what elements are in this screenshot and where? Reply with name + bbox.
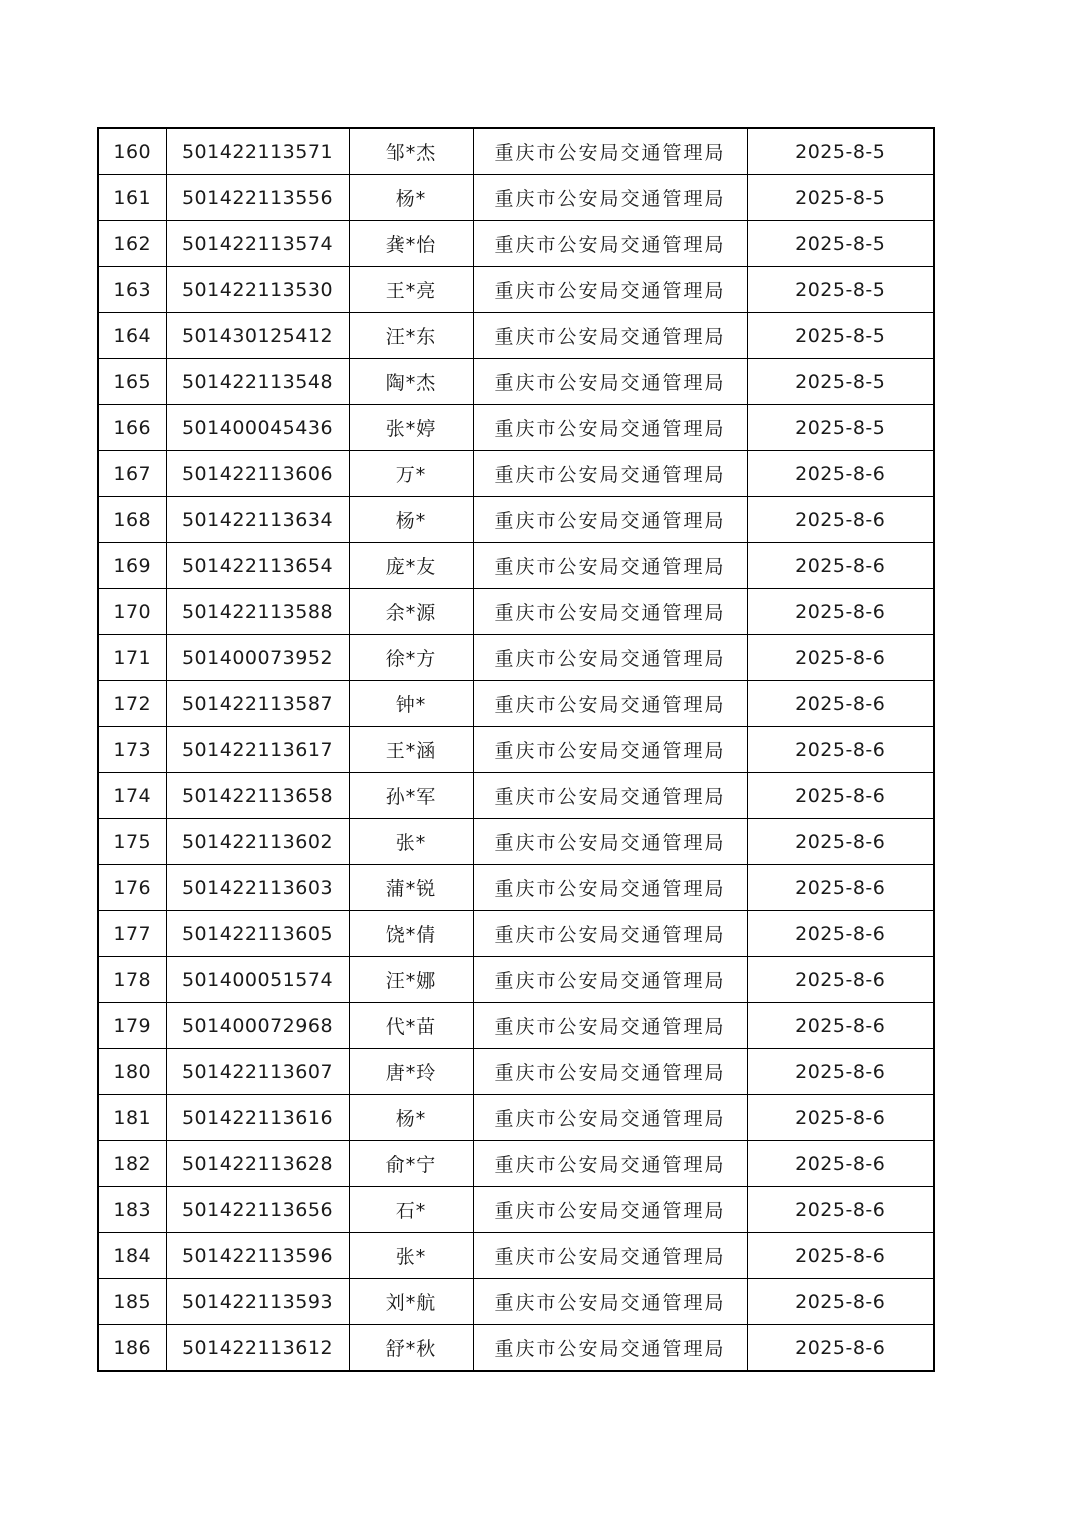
- id-number-cell: 501400072968: [166, 1003, 349, 1049]
- date-cell: 2025-8-6: [747, 1187, 934, 1233]
- agency-cell: 重庆市公安局交通管理局: [473, 313, 747, 359]
- id-number-cell: 501422113656: [166, 1187, 349, 1233]
- table-row: [98, 359, 934, 405]
- date-cell: 2025-8-5: [747, 221, 934, 267]
- id-number-cell: 501422113603: [166, 865, 349, 911]
- agency-cell: 重庆市公安局交通管理局: [473, 819, 747, 865]
- date-cell: 2025-8-6: [747, 865, 934, 911]
- agency-cell: 重庆市公安局交通管理局: [473, 221, 747, 267]
- agency-cell: 重庆市公安局交通管理局: [473, 543, 747, 589]
- agency-cell: 重庆市公安局交通管理局: [473, 1003, 747, 1049]
- table-row: [98, 1325, 934, 1372]
- id-number-cell: 501422113530: [166, 267, 349, 313]
- name-cell: 张*婷: [349, 405, 473, 451]
- id-number-cell: 501422113587: [166, 681, 349, 727]
- id-number-cell: 501422113628: [166, 1141, 349, 1187]
- agency-cell: 重庆市公安局交通管理局: [473, 635, 747, 681]
- row-index-cell: 165: [98, 359, 166, 405]
- name-cell: 唐*玲: [349, 1049, 473, 1095]
- name-cell: 饶*倩: [349, 911, 473, 957]
- table-row: [98, 773, 934, 819]
- date-cell: 2025-8-6: [747, 1325, 934, 1372]
- id-number-cell: 501422113556: [166, 175, 349, 221]
- row-index-cell: 179: [98, 1003, 166, 1049]
- agency-cell: 重庆市公安局交通管理局: [473, 727, 747, 773]
- name-cell: 孙*军: [349, 773, 473, 819]
- name-cell: 汪*娜: [349, 957, 473, 1003]
- date-cell: 2025-8-5: [747, 313, 934, 359]
- table-row: [98, 681, 934, 727]
- date-cell: 2025-8-6: [747, 543, 934, 589]
- row-index-cell: 168: [98, 497, 166, 543]
- table-row: [98, 175, 934, 221]
- agency-cell: 重庆市公安局交通管理局: [473, 451, 747, 497]
- table-row: [98, 405, 934, 451]
- records-table: [97, 127, 935, 1372]
- id-number-cell: 501430125412: [166, 313, 349, 359]
- date-cell: 2025-8-6: [747, 1279, 934, 1325]
- agency-cell: 重庆市公安局交通管理局: [473, 359, 747, 405]
- date-cell: 2025-8-5: [747, 359, 934, 405]
- table-row: [98, 1141, 934, 1187]
- agency-cell: 重庆市公安局交通管理局: [473, 589, 747, 635]
- name-cell: 蒲*锐: [349, 865, 473, 911]
- agency-cell: 重庆市公安局交通管理局: [473, 128, 747, 175]
- row-index-cell: 182: [98, 1141, 166, 1187]
- table-row: [98, 1095, 934, 1141]
- date-cell: 2025-8-6: [747, 1233, 934, 1279]
- name-cell: 舒*秋: [349, 1325, 473, 1372]
- row-index-cell: 184: [98, 1233, 166, 1279]
- table-row: [98, 313, 934, 359]
- row-index-cell: 183: [98, 1187, 166, 1233]
- row-index-cell: 171: [98, 635, 166, 681]
- row-index-cell: 180: [98, 1049, 166, 1095]
- agency-cell: 重庆市公安局交通管理局: [473, 1095, 747, 1141]
- table-row: [98, 819, 934, 865]
- table-row: [98, 727, 934, 773]
- date-cell: 2025-8-6: [747, 451, 934, 497]
- id-number-cell: 501422113588: [166, 589, 349, 635]
- agency-cell: 重庆市公安局交通管理局: [473, 267, 747, 313]
- table-row: [98, 1049, 934, 1095]
- id-number-cell: 501422113605: [166, 911, 349, 957]
- row-index-cell: 162: [98, 221, 166, 267]
- date-cell: 2025-8-6: [747, 1095, 934, 1141]
- name-cell: 杨*: [349, 175, 473, 221]
- agency-cell: 重庆市公安局交通管理局: [473, 865, 747, 911]
- name-cell: 张*: [349, 1233, 473, 1279]
- id-number-cell: 501422113658: [166, 773, 349, 819]
- agency-cell: 重庆市公安局交通管理局: [473, 405, 747, 451]
- date-cell: 2025-8-6: [747, 681, 934, 727]
- row-index-cell: 178: [98, 957, 166, 1003]
- date-cell: 2025-8-6: [747, 1141, 934, 1187]
- table-row: [98, 543, 934, 589]
- row-index-cell: 177: [98, 911, 166, 957]
- table-row: [98, 221, 934, 267]
- agency-cell: 重庆市公安局交通管理局: [473, 911, 747, 957]
- id-number-cell: 501422113634: [166, 497, 349, 543]
- id-number-cell: 501400045436: [166, 405, 349, 451]
- name-cell: 张*: [349, 819, 473, 865]
- agency-cell: 重庆市公安局交通管理局: [473, 1141, 747, 1187]
- table-row: [98, 957, 934, 1003]
- row-index-cell: 170: [98, 589, 166, 635]
- date-cell: 2025-8-6: [747, 957, 934, 1003]
- table-row: [98, 1233, 934, 1279]
- table-row: [98, 865, 934, 911]
- row-index-cell: 173: [98, 727, 166, 773]
- row-index-cell: 166: [98, 405, 166, 451]
- id-number-cell: 501422113548: [166, 359, 349, 405]
- name-cell: 俞*宁: [349, 1141, 473, 1187]
- date-cell: 2025-8-6: [747, 773, 934, 819]
- row-index-cell: 175: [98, 819, 166, 865]
- id-number-cell: 501400051574: [166, 957, 349, 1003]
- row-index-cell: 164: [98, 313, 166, 359]
- name-cell: 余*源: [349, 589, 473, 635]
- name-cell: 汪*东: [349, 313, 473, 359]
- agency-cell: 重庆市公安局交通管理局: [473, 681, 747, 727]
- id-number-cell: 501422113593: [166, 1279, 349, 1325]
- row-index-cell: 186: [98, 1325, 166, 1372]
- agency-cell: 重庆市公安局交通管理局: [473, 957, 747, 1003]
- row-index-cell: 174: [98, 773, 166, 819]
- agency-cell: 重庆市公安局交通管理局: [473, 497, 747, 543]
- id-number-cell: 501422113654: [166, 543, 349, 589]
- date-cell: 2025-8-6: [747, 1003, 934, 1049]
- id-number-cell: 501422113571: [166, 128, 349, 175]
- date-cell: 2025-8-6: [747, 819, 934, 865]
- name-cell: 钟*: [349, 681, 473, 727]
- row-index-cell: 160: [98, 128, 166, 175]
- agency-cell: 重庆市公安局交通管理局: [473, 1325, 747, 1372]
- table-row: [98, 497, 934, 543]
- id-number-cell: 501422113607: [166, 1049, 349, 1095]
- agency-cell: 重庆市公安局交通管理局: [473, 1279, 747, 1325]
- id-number-cell: 501422113612: [166, 1325, 349, 1372]
- id-number-cell: 501422113617: [166, 727, 349, 773]
- agency-cell: 重庆市公安局交通管理局: [473, 1049, 747, 1095]
- name-cell: 徐*方: [349, 635, 473, 681]
- date-cell: 2025-8-6: [747, 727, 934, 773]
- name-cell: 王*涵: [349, 727, 473, 773]
- agency-cell: 重庆市公安局交通管理局: [473, 1233, 747, 1279]
- name-cell: 陶*杰: [349, 359, 473, 405]
- date-cell: 2025-8-6: [747, 497, 934, 543]
- id-number-cell: 501422113574: [166, 221, 349, 267]
- row-index-cell: 176: [98, 865, 166, 911]
- name-cell: 邹*杰: [349, 128, 473, 175]
- agency-cell: 重庆市公安局交通管理局: [473, 1187, 747, 1233]
- date-cell: 2025-8-5: [747, 175, 934, 221]
- date-cell: 2025-8-6: [747, 589, 934, 635]
- id-number-cell: 501400073952: [166, 635, 349, 681]
- row-index-cell: 167: [98, 451, 166, 497]
- id-number-cell: 501422113602: [166, 819, 349, 865]
- table-row: [98, 1279, 934, 1325]
- name-cell: 石*: [349, 1187, 473, 1233]
- row-index-cell: 181: [98, 1095, 166, 1141]
- name-cell: 龚*怡: [349, 221, 473, 267]
- name-cell: 代*苗: [349, 1003, 473, 1049]
- records-table-body: [98, 128, 934, 1371]
- date-cell: 2025-8-6: [747, 911, 934, 957]
- agency-cell: 重庆市公安局交通管理局: [473, 773, 747, 819]
- table-row: [98, 267, 934, 313]
- name-cell: 万*: [349, 451, 473, 497]
- name-cell: 杨*: [349, 497, 473, 543]
- row-index-cell: 185: [98, 1279, 166, 1325]
- row-index-cell: 172: [98, 681, 166, 727]
- table-row: [98, 128, 934, 175]
- table-row: [98, 635, 934, 681]
- id-number-cell: 501422113596: [166, 1233, 349, 1279]
- name-cell: 刘*航: [349, 1279, 473, 1325]
- table-row: [98, 451, 934, 497]
- date-cell: 2025-8-6: [747, 1049, 934, 1095]
- table-row: [98, 1003, 934, 1049]
- name-cell: 杨*: [349, 1095, 473, 1141]
- date-cell: 2025-8-5: [747, 405, 934, 451]
- table-row: [98, 1187, 934, 1233]
- date-cell: 2025-8-5: [747, 128, 934, 175]
- date-cell: 2025-8-6: [747, 635, 934, 681]
- table-row: [98, 589, 934, 635]
- id-number-cell: 501422113616: [166, 1095, 349, 1141]
- date-cell: 2025-8-5: [747, 267, 934, 313]
- name-cell: 王*亮: [349, 267, 473, 313]
- row-index-cell: 163: [98, 267, 166, 313]
- row-index-cell: 161: [98, 175, 166, 221]
- table-row: [98, 911, 934, 957]
- name-cell: 庞*友: [349, 543, 473, 589]
- agency-cell: 重庆市公安局交通管理局: [473, 175, 747, 221]
- id-number-cell: 501422113606: [166, 451, 349, 497]
- row-index-cell: 169: [98, 543, 166, 589]
